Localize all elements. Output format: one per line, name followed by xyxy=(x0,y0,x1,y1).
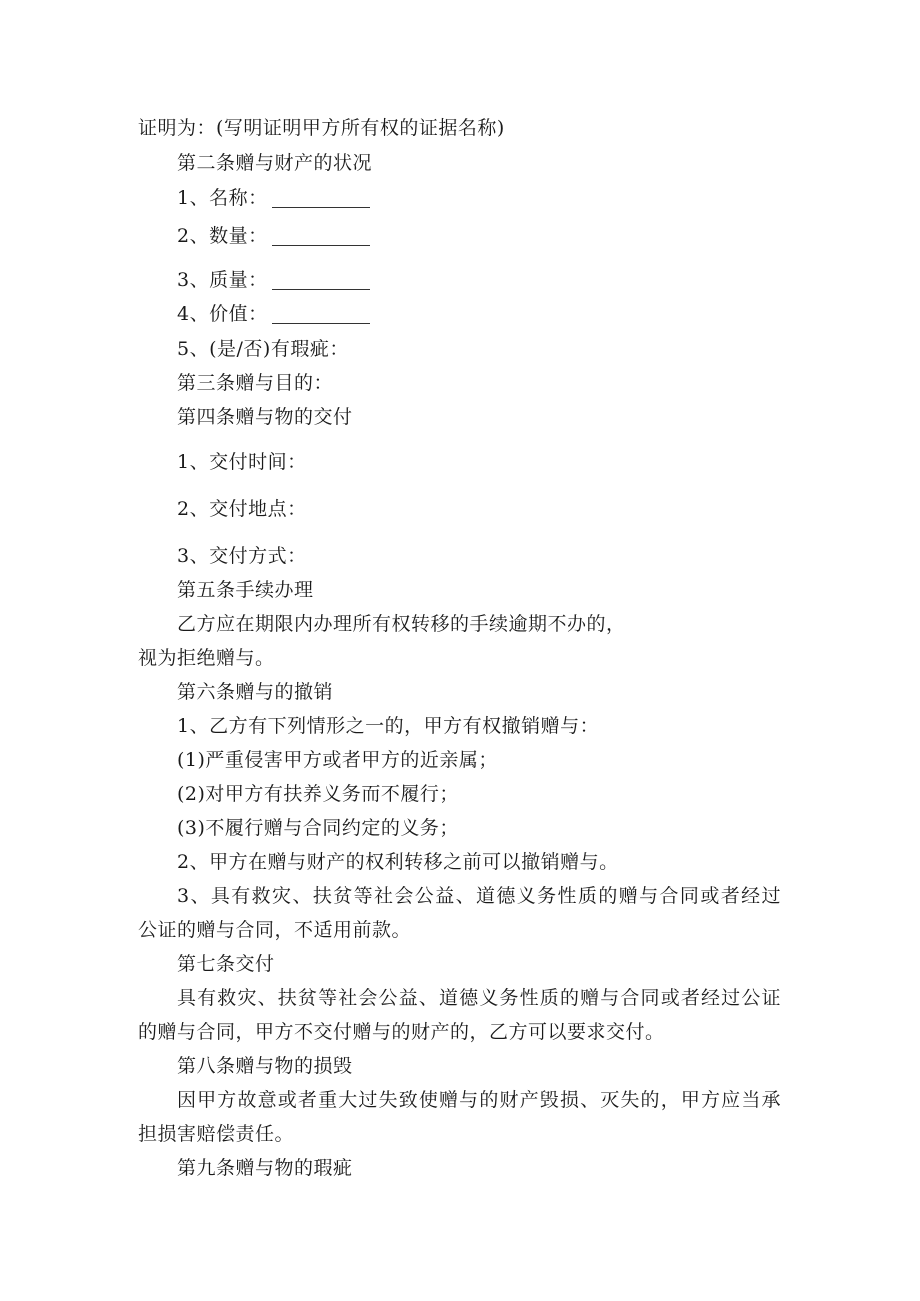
property-value-blank xyxy=(272,305,370,324)
section-heading: 第二条赠与财产的状况 xyxy=(177,152,373,174)
property-quantity-blank xyxy=(272,227,370,246)
text-line: 3、交付方式： xyxy=(177,545,307,567)
text-line: 的赠与合同，甲方不交付赠与的财产的，乙方可以要求交付。 xyxy=(138,1021,665,1043)
text-line: 2、甲方在赠与财产的权利转移之前可以撤销赠与。 xyxy=(177,851,619,873)
list-item: (3)不履行赠与合同约定的义务； xyxy=(177,817,459,839)
text-line: 担损害赔偿责任。 xyxy=(138,1123,295,1145)
text-line: 因甲方故意或者重大过失致使赠与的财产毁损、灭失的，甲方应当承 xyxy=(177,1089,781,1111)
list-item: (2)对甲方有扶养义务而不履行； xyxy=(177,783,459,805)
property-name-blank xyxy=(272,189,370,208)
section-heading: 第八条赠与物的损毁 xyxy=(177,1055,353,1077)
text-line: 5、(是/否)有瑕疵： xyxy=(177,338,349,360)
section-heading: 第三条赠与目的： xyxy=(177,372,334,394)
section-heading: 第五条手续办理 xyxy=(177,579,314,601)
property-name-line xyxy=(177,186,370,210)
property-quantity-line xyxy=(177,224,370,248)
section-heading: 第七条交付 xyxy=(177,953,275,975)
property-quality-label: 3、质量： xyxy=(177,269,268,291)
property-value-line xyxy=(177,302,370,326)
text-line: 1、交付时间： xyxy=(177,451,307,473)
property-value-label: 4、价值： xyxy=(177,303,268,325)
text-line: 具有救灾、扶贫等社会公益、道德义务性质的赠与合同或者经过公证 xyxy=(177,987,781,1009)
property-name-label: 1、名称： xyxy=(177,187,268,209)
text-line: 证明为：(写明证明甲方所有权的证据名称) xyxy=(138,117,505,139)
section-heading: 第九条赠与物的瑕疵 xyxy=(177,1157,353,1179)
text-line: 1、乙方有下列情形之一的，甲方有权撤销赠与： xyxy=(177,715,600,737)
text-line: 视为拒绝赠与。 xyxy=(138,647,275,669)
text-line: 乙方应在期限内办理所有权转移的手续逾期不办的， xyxy=(177,613,626,635)
property-quantity-label: 2、数量： xyxy=(177,225,268,247)
list-item: (1)严重侵害甲方或者甲方的近亲属； xyxy=(177,749,498,771)
section-heading: 第四条赠与物的交付 xyxy=(177,406,353,428)
property-quality-blank xyxy=(272,271,370,290)
text-line: 2、交付地点： xyxy=(177,498,307,520)
section-heading: 第六条赠与的撤销 xyxy=(177,681,334,703)
text-line: 3、具有救灾、扶贫等社会公益、道德义务性质的赠与合同或者经过 xyxy=(177,885,781,907)
property-quality-line xyxy=(177,268,370,292)
text-line: 公证的赠与合同，不适用前款。 xyxy=(138,919,412,941)
